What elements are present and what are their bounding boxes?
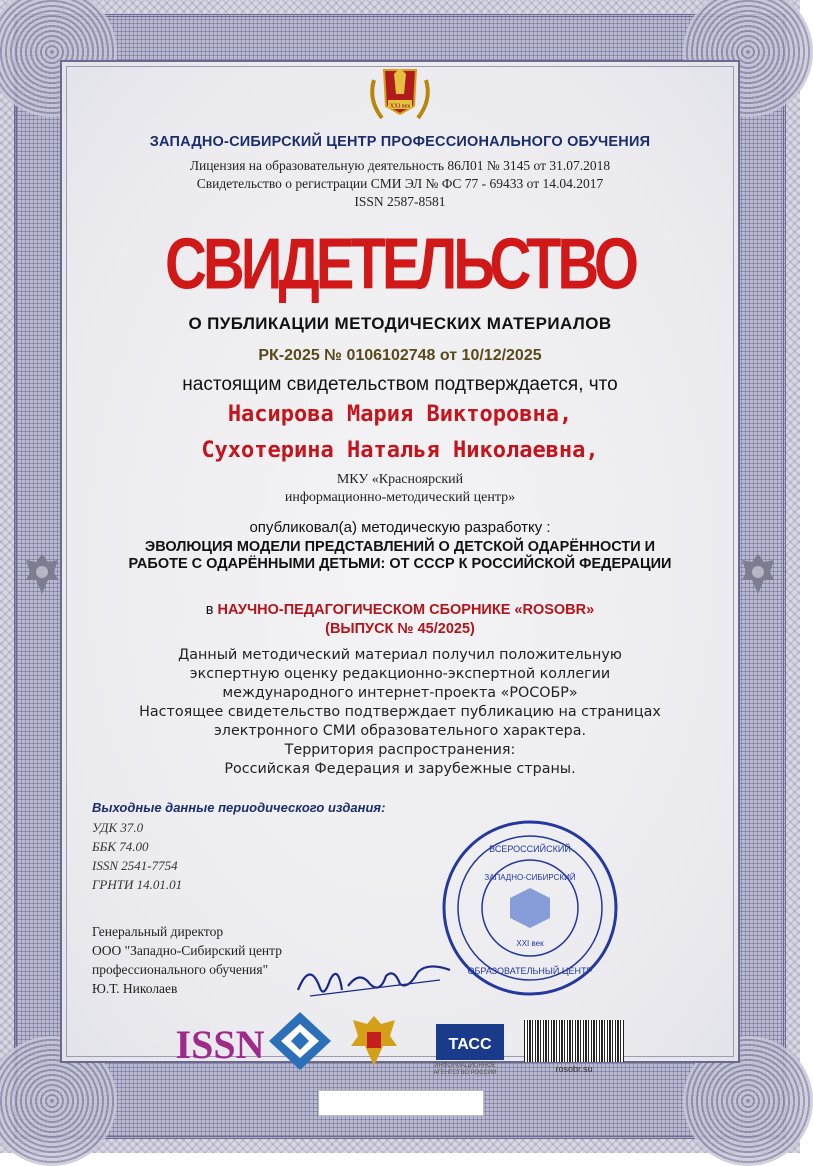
footer-blank-box xyxy=(318,1090,484,1116)
official-stamp-icon xyxy=(440,818,620,998)
issue-number: (ВЫПУСК № 45/2025) xyxy=(325,621,475,637)
registration-number: РК-2025 № 0106102748 от 10/12/2025 xyxy=(258,347,542,364)
output-data-item: УДК 37.0 xyxy=(92,820,144,835)
certificate-subtitle: О ПУБЛИКАЦИИ МЕТОДИЧЕСКИХ МАТЕРИАЛОВ xyxy=(188,314,612,333)
organization-name: ЗАПАДНО-СИБИРСКИЙ ЦЕНТР ПРОФЕССИОНАЛЬНОГО ОБУЧЕНИЯ xyxy=(149,134,651,150)
director-line: Генеральный директор xyxy=(92,924,224,939)
issn-logo-icon xyxy=(175,1010,265,1072)
tass-caption: ИНФОРМАЦИОННОЕ АГЕНТСТВО РОССИИ xyxy=(433,1063,497,1076)
issn-line: ISSN 2587-8581 xyxy=(354,194,446,209)
laurel-emblem-icon xyxy=(364,60,436,130)
eagle-emblem-icon xyxy=(22,550,62,598)
svg-text:ISSN: ISSN xyxy=(175,1022,265,1067)
certificate-body-text xyxy=(90,646,710,779)
body-line: международного интернет-проекта «РОСОБР» xyxy=(222,685,578,701)
svg-text:XXI век: XXI век xyxy=(389,103,411,110)
output-data-item: ГРНТИ 14.01.01 xyxy=(92,877,183,892)
registration-line: Свидетельство о регистрации СМИ ЭЛ № ФС 77 - 69433 от 14.04.2017 xyxy=(196,176,604,191)
barcode xyxy=(524,1020,624,1062)
svg-text:ЗАПАДНО-СИБИРСКИЙ: ЗАПАДНО-СИБИРСКИЙ xyxy=(484,873,576,882)
roskomnadzor-logo-icon xyxy=(265,1010,335,1072)
body-line: электронного СМИ образовательного характера. xyxy=(213,723,587,739)
website-link[interactable]: rosobr.su xyxy=(555,1064,593,1074)
organization-line-2: информационно-методический центр» xyxy=(284,490,516,505)
svg-text:ОБРАЗОВАТЕЛЬНЫЙ ЦЕНТР: ОБРАЗОВАТЕЛЬНЫЙ ЦЕНТР xyxy=(467,966,593,976)
output-data-heading: Выходные данные периодического издания: xyxy=(92,800,386,815)
director-line: Ю.Т. Николаев xyxy=(92,981,178,996)
director-line: профессионального обучения" xyxy=(92,962,269,977)
svg-text:ВСЕРОССИЙСКИЙ: ВСЕРОССИЙСКИЙ xyxy=(489,844,571,854)
output-data-item: ББК 74.00 xyxy=(92,839,149,854)
director-block xyxy=(92,922,282,998)
collection-prefix: в xyxy=(205,602,214,618)
confirm-text: настоящим свидетельством подтверждается, что xyxy=(182,374,618,395)
license-line: Лицензия на образовательную деятельность 86Л01 № 3145 от 31.07.2018 xyxy=(189,158,611,173)
collection-name: НАУЧНО-ПЕДАГОГИЧЕСКОМ СБОРНИКЕ «ROSOBR» xyxy=(217,602,595,618)
body-line: Территория распространения: xyxy=(284,742,516,758)
recipient-name-2: Сухотерина Наталья Николаевна, xyxy=(201,438,599,463)
output-data-item: ISSN 2541-7754 xyxy=(92,858,178,873)
svg-text:ТАСС: ТАСС xyxy=(448,1036,492,1053)
body-line: экспертную оценку редакционно-экспертной коллегии xyxy=(189,666,611,682)
svg-text:XXI век: XXI век xyxy=(516,939,544,948)
body-line: Данный методический материал получил положительную xyxy=(178,647,622,663)
collection-line xyxy=(0,602,800,618)
output-data-list xyxy=(92,818,182,894)
signature-icon xyxy=(290,950,460,1010)
body-line: Российская Федерация и зарубежные страны. xyxy=(224,761,576,777)
body-line: Настоящее свидетельство подтверждает публикацию на страницах xyxy=(139,704,661,720)
recipient-name-1: Насирова Мария Викторовна, xyxy=(227,402,573,427)
eagle-emblem-icon xyxy=(738,550,778,598)
director-line: ООО "Западно-Сибирский центр xyxy=(92,943,282,958)
russian-coat-of-arms-icon xyxy=(345,1010,403,1072)
published-label: опубликовал(а) методическую разработку : xyxy=(249,519,551,536)
work-title: ЭВОЛЮЦИЯ МОДЕЛИ ПРЕДСТАВЛЕНИЙ О ДЕТСКОЙ ОДАРЁННОСТИ И РАБОТЕ С ОДАРЁННЫМИ ДЕТЬМИ: ОТ СССР К РОССИЙСКОЙ ФЕДЕРАЦИИ xyxy=(128,539,672,572)
certificate-title: СВИДЕТЕЛЬСТВО xyxy=(165,223,635,305)
organization-line-1: МКУ «Красноярский xyxy=(336,472,464,487)
